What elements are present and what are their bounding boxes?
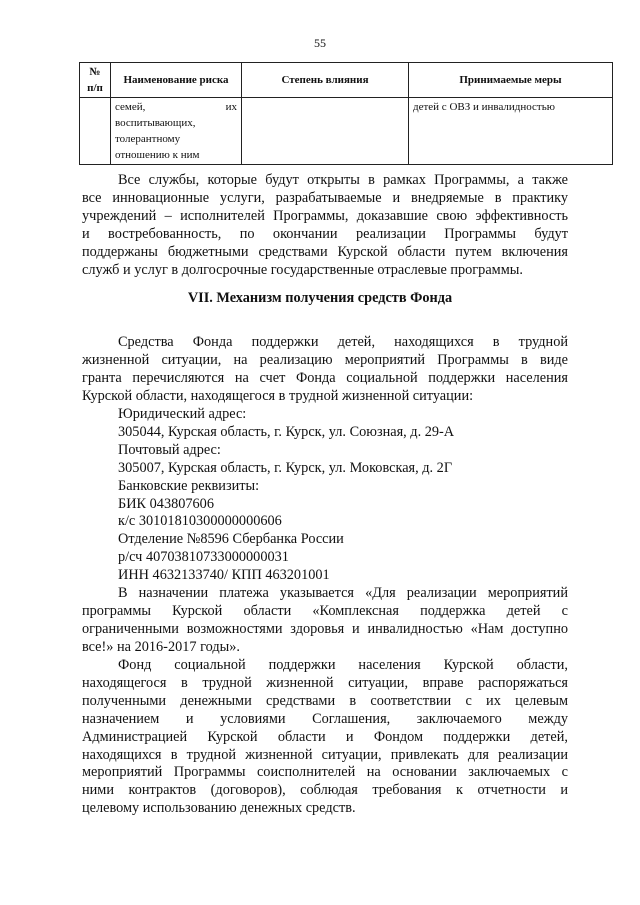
header-influence: Степень влияния	[242, 63, 409, 98]
table-header-row	[80, 63, 613, 98]
table-row	[80, 98, 613, 165]
risk-line: семей,	[115, 101, 146, 113]
text-line: целевому использованию денежных средств.	[82, 800, 356, 817]
postal-address-label: Почтовый адрес:	[118, 441, 221, 458]
text-line: мероприятий Программы соисполнителей на основании заключаемых с	[82, 764, 568, 781]
text-line: жизненной ситуации, на реализацию мероприятий Программы в виде	[82, 351, 568, 368]
text-line: гранта перечисляются на счет Фонда социальной поддержки населения	[82, 369, 568, 386]
risk-line: воспитывающих,	[115, 117, 196, 129]
cell-measures: детей с ОВЗ и инвалидностью	[409, 98, 613, 165]
text-line: В назначении платежа указывается «Для реализации мероприятий	[118, 585, 568, 601]
bik: БИК 043807606	[118, 495, 214, 512]
text-line: Администрацией Курской области и Фондом поддержки детей,	[82, 728, 568, 745]
risk-line: толерантному	[115, 133, 181, 145]
bank-details-label: Банковские реквизиты:	[118, 477, 260, 494]
text-line: все!» на 2016-2017 годы».	[82, 638, 240, 655]
legal-address: 305044, Курская область, г. Курск, ул. Союзная, д. 29-А	[118, 423, 455, 440]
paragraph-fund-rights	[82, 657, 568, 818]
settlement-account: р/сч 40703810733000000031	[118, 549, 289, 566]
text-line: Курской области, находящегося в трудной жизненной ситуации:	[82, 387, 474, 404]
cell-risk-name	[111, 98, 242, 165]
text-line: находящегося в трудной жизненной ситуации, вправе распоряжаться	[82, 674, 568, 691]
header-measures: Принимаемые меры	[409, 63, 613, 98]
inn-kpp: ИНН 4632133740/ КПП 463201001	[118, 567, 330, 584]
text-line: все инновационные услуги, разрабатываемые и внедряемые в практику	[82, 189, 568, 206]
risk-table	[79, 62, 613, 165]
cell-influence	[242, 98, 409, 165]
text-line: Все службы, которые будут открыты в рамках Программы, а также	[118, 172, 568, 188]
text-line: учреждений – исполнителей Программы, доказавшие свою эффективность	[82, 207, 568, 224]
text-line: служб и услуг в долгосрочные государственные отраслевые программы.	[82, 261, 523, 278]
text-line: находящихся в трудной жизненной ситуации, привлекать для реализации	[82, 746, 568, 763]
text-line: Средства Фонда поддержки детей, находящихся в трудной	[118, 334, 568, 350]
section-heading: VII. Механизм получения средств Фонда	[187, 290, 453, 306]
text-line: Фонд социальной поддержки населения Курской области,	[118, 657, 568, 673]
text-line: и востребованность, по окончании реализации Программы будут	[82, 225, 568, 242]
risk-line: отношению к ним	[115, 149, 200, 161]
text-line: назначением и условиями Соглашения, заключаемого между	[82, 710, 568, 727]
text-line: полученными денежными средствами в соответствии с их целевым	[82, 692, 568, 709]
paragraph-payment-purpose	[82, 585, 568, 657]
legal-address-label: Юридический адрес:	[118, 406, 247, 422]
bank-branch: Отделение №8596 Сбербанка России	[118, 531, 344, 548]
postal-address: 305007, Курская область, г. Курск, ул. Моковская, д. 2Г	[118, 459, 453, 476]
cell-number	[80, 98, 111, 165]
risk-line: их	[225, 101, 237, 113]
text-line: программы Курской области «Комплексная поддержка детей с	[82, 602, 568, 619]
paragraph-services	[82, 172, 568, 279]
text-line: поддержаны бюджетными средствами Курской области путем включения	[82, 243, 568, 260]
requisites-block	[82, 406, 568, 585]
header-number: № п/п	[80, 63, 111, 98]
header-risk-name: Наименование риска	[111, 63, 242, 98]
correspondent-account: к/с 30101810300000000606	[118, 513, 282, 530]
page-number: 55	[314, 36, 326, 50]
text-line: ограниченными возможностями здоровья и инвалидностью «Нам доступно	[82, 620, 568, 637]
paragraph-funds	[82, 334, 568, 406]
text-line: ними контрактов (договоров), соблюдая требования к отчетности и	[82, 782, 568, 799]
